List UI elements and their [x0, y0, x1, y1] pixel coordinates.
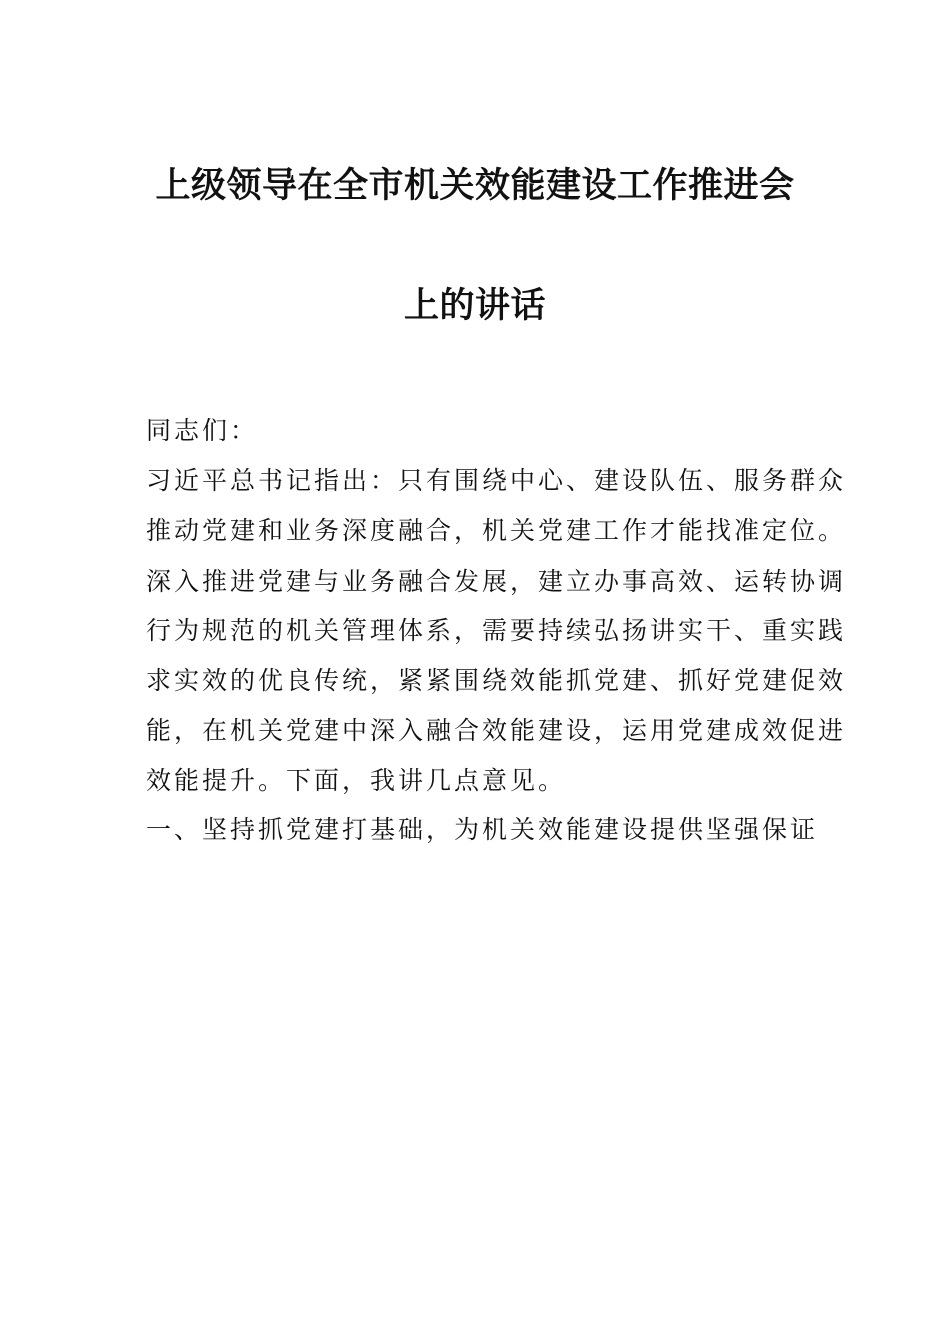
- paragraph-line: 能，在机关党建中深入融合效能建设，运用党建成效促进: [146, 716, 847, 745]
- paragraph-line: 推动党建和业务深度融合，机关党建工作才能找准定位。: [146, 516, 847, 545]
- document-title-line-1: 上级领导在全市机关效能建设工作推进会: [155, 166, 795, 206]
- paragraph-line: 习近平总书记指出：只有围绕中心、建设队伍、服务群众: [146, 466, 847, 495]
- paragraph-line: 行为规范的机关管理体系，需要持续弘扬讲实干、重实践: [146, 616, 847, 645]
- document-title-line-2: 上的讲话: [403, 286, 546, 326]
- paragraph-line: 求实效的优良传统，紧紧围绕效能抓党建、抓好党建促效: [146, 666, 847, 695]
- paragraph-line: 深入推进党建与业务融合发展，建立办事高效、运转协调: [146, 567, 847, 596]
- salutation: 同志们：: [146, 416, 259, 445]
- section-heading: 一、坚持抓党建打基础，为机关效能建设提供坚强保证: [146, 815, 819, 844]
- paragraph-line: 效能提升。下面，我讲几点意见。: [146, 766, 567, 795]
